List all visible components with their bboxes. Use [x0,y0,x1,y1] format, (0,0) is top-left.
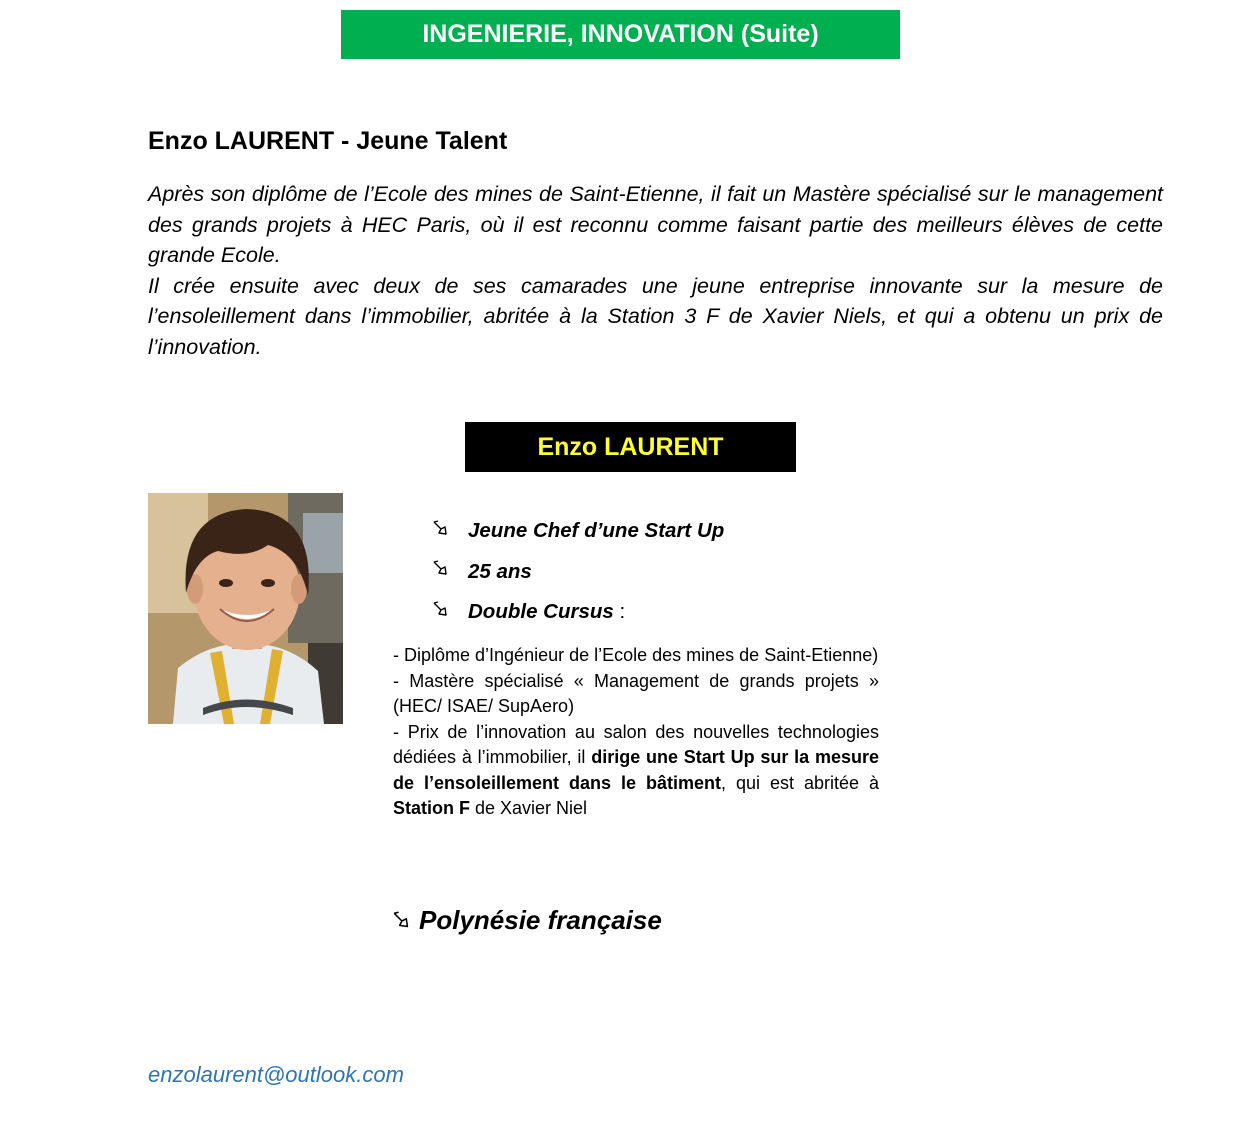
section-banner: INGENIERIE, INNOVATION (Suite) [341,10,900,59]
profile-highlights [432,516,724,638]
detail-line: - Diplôme d’Ingénieur de l’Ecole des mines de Saint-Etienne) [393,645,879,665]
highlight-suffix: : [613,600,626,623]
detail-line [393,720,879,822]
person-photo [148,493,343,724]
list-item [432,597,724,638]
detail-line: - Mastère spécialisé « Management de grands projets » (HEC/ ISAE/ SupAero) [393,670,879,716]
hollow-right-arrow-icon [432,598,468,628]
detail-emphasis: Station F [393,798,470,818]
profile-name-box: Enzo LAURENT [465,422,796,472]
profile-details [393,643,879,822]
highlight-text: Jeune Chef d’une Start Up [468,519,725,542]
contact-email-link[interactable]: enzolaurent@outlook.com [148,1062,404,1087]
region-text: Polynésie française [419,905,662,935]
detail-emphasis: dirige une Start Up sur la mesure de l’ensoleillement dans le bâtiment [393,747,879,793]
intro-paragraph: Après son diplôme de l’Ecole des mines de Saint-Etienne, il fait un Mastère spécialisé sur le management des grands projets à HEC Paris, où il est reconnu comme faisant partie des meilleurs élèves de cette grande Ecole. [148,182,1163,268]
profile-photo [148,493,343,724]
intro-paragraph: Il crée ensuite avec deux de ses camarades une jeune entreprise innovante sur la mesure de l’ensoleillement dans l’immobilier, abritée à la Station 3 F de Xavier Niels, et qui a obtenu un prix de l’innovation. [148,273,1163,359]
page-subtitle: Enzo LAURENT - Jeune Talent [148,127,508,155]
list-item [432,516,724,557]
intro-text [148,179,1163,363]
detail-text: , qui est abritée à [721,772,879,793]
detail-text: de Xavier Niel [470,798,588,818]
detail-text: - Prix de l’innovation au salon des nouvelles technologies dédiées à l’immobilier, il [393,721,879,767]
highlight-text: Double Cursus [468,600,614,623]
list-item [432,557,724,598]
hollow-right-arrow-icon [432,517,468,547]
profile-region [392,903,662,939]
hollow-right-arrow-icon [392,905,419,939]
hollow-right-arrow-icon [432,557,468,587]
highlight-text: 25 ans [468,559,532,583]
